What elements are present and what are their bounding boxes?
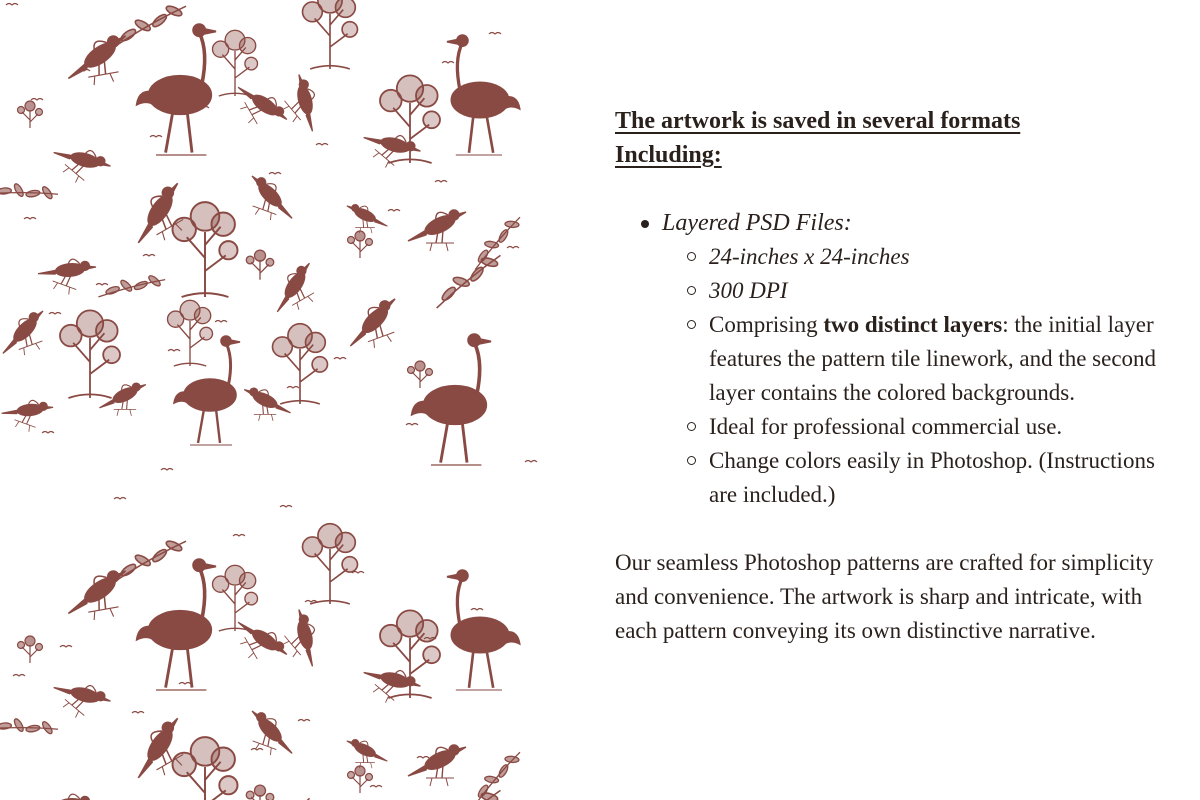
flower-motif [246, 250, 274, 280]
circle-bullet-icon [687, 320, 696, 329]
flower-motif [348, 231, 373, 258]
pattern-artwork [0, 0, 542, 800]
bird-motif [272, 73, 334, 137]
bird-motif [244, 388, 290, 421]
flying-bird-mark [334, 358, 346, 360]
flower-motif [18, 636, 43, 663]
list-item-psd [615, 206, 1175, 512]
flying-bird-mark [132, 712, 144, 714]
bird-motif [0, 309, 55, 362]
bullet-icon [641, 220, 649, 228]
branch-motif [0, 163, 59, 224]
flower-motif [348, 766, 373, 793]
colors-text: Change colors easily in Photoshop. (Instructions are included.) [709, 448, 1155, 507]
ostrich-motif [137, 24, 216, 155]
bird-motif [408, 210, 466, 251]
layers-text-post: : the initial layer features the pattern tile linework, and the second layer contains the colored backgrounds. [709, 312, 1157, 405]
dpi-text: 300 DPI [709, 278, 788, 303]
tree-motif [213, 565, 258, 631]
tree-motif [213, 30, 258, 96]
branch-motif [0, 698, 59, 759]
sub-item-size [662, 240, 1175, 274]
branch-motif [114, 539, 186, 582]
flying-bird-mark [442, 62, 454, 64]
flying-bird-mark [60, 646, 72, 648]
sub-item-colors [662, 444, 1175, 512]
bird-motif [240, 174, 302, 227]
flying-bird-mark [150, 136, 162, 138]
bird-motif [347, 740, 388, 769]
formats-list [615, 206, 1175, 512]
flying-bird-mark [370, 786, 382, 788]
flying-bird-mark [168, 350, 180, 352]
bird-motif [240, 709, 302, 762]
flying-bird-mark [42, 432, 54, 434]
branch-motif [429, 788, 507, 800]
branch-motif [429, 253, 507, 308]
branch-motif [114, 4, 186, 47]
bird-motif [230, 73, 288, 137]
bird-motif [340, 297, 409, 355]
flying-bird-mark [471, 609, 483, 611]
tree-motif [303, 0, 358, 69]
flying-bird-mark [525, 461, 537, 463]
circle-bullet-icon [687, 286, 696, 295]
ostrich-motif [137, 559, 216, 690]
bird-motif [272, 608, 334, 672]
bird-motif [121, 716, 199, 787]
psd-files-label: Layered PSD Files: [662, 210, 852, 236]
flying-bird-mark [6, 4, 18, 6]
flying-bird-mark [280, 506, 292, 508]
formats-heading-line2: Including: [615, 142, 722, 168]
tree-motif [173, 737, 238, 800]
branch-motif [98, 262, 165, 312]
bird-motif [358, 116, 422, 178]
formats-heading-line1: The artwork is saved in several formats [615, 108, 1021, 134]
flying-bird-mark [215, 321, 227, 323]
flower-motif [246, 785, 274, 800]
flying-bird-mark [417, 757, 429, 759]
flower-motif [18, 101, 43, 128]
bird-motif [121, 181, 199, 252]
ostrich-motif [447, 570, 520, 690]
circle-bullet-icon [687, 456, 696, 465]
flying-bird-mark [269, 173, 281, 175]
tree-motif [303, 524, 358, 604]
bird-motif [230, 608, 288, 672]
layers-text-bold: two distinct layers [823, 312, 1003, 337]
flying-bird-mark [233, 535, 245, 537]
ostrich-motif [174, 336, 240, 445]
flying-bird-mark [388, 210, 400, 212]
flying-bird-mark [179, 683, 191, 685]
tree-motif [60, 310, 120, 398]
ostrich-motif [412, 334, 491, 465]
bird-motif [48, 131, 112, 193]
flying-bird-mark [406, 424, 418, 426]
flying-bird-mark [287, 387, 299, 389]
commercial-text: Ideal for professional commercial use. [709, 414, 1063, 439]
flying-bird-mark [316, 144, 328, 146]
flying-bird-mark [143, 255, 155, 257]
bird-motif [35, 247, 97, 300]
bird-motif [263, 262, 327, 320]
flying-bird-mark [298, 720, 310, 722]
tree-motif [168, 300, 213, 366]
description-paragraph: Our seamless Photoshop patterns are crafted for simplicity and convenience. The artwork is sharp and intricate, with each pattern conveying its own distinctive narrative. [615, 550, 1154, 643]
flying-bird-mark [96, 284, 108, 286]
toile-pattern-image [0, 0, 542, 800]
tree-motif [273, 324, 328, 404]
description-panel [615, 104, 1175, 648]
flying-bird-mark [489, 33, 501, 35]
flying-bird-mark [49, 313, 61, 315]
bird-motif [347, 205, 388, 234]
flying-bird-mark [24, 218, 36, 220]
flying-bird-mark [114, 498, 126, 500]
psd-details-list [662, 240, 1175, 512]
bird-motif [358, 651, 422, 713]
flying-bird-mark [507, 247, 519, 249]
bird-motif [408, 745, 466, 786]
layers-text-pre: Comprising [709, 312, 824, 337]
bird-motif [99, 383, 145, 416]
sub-item-dpi [662, 274, 1175, 308]
sub-item-layers [662, 308, 1175, 410]
flying-bird-mark [435, 181, 447, 183]
flying-bird-mark [31, 99, 43, 101]
bird-motif [48, 666, 112, 728]
circle-bullet-icon [687, 422, 696, 431]
flying-bird-mark [352, 572, 364, 574]
size-text: 24-inches x 24-inches [709, 244, 910, 269]
flying-bird-mark [161, 469, 173, 471]
ostrich-motif [447, 35, 520, 155]
flying-bird-mark [13, 675, 25, 677]
flower-motif [408, 361, 433, 388]
tree-motif [173, 202, 238, 297]
bird-motif [35, 782, 97, 800]
sub-item-commercial [662, 410, 1175, 444]
bird-motif [0, 390, 54, 437]
flying-bird-mark [251, 749, 263, 751]
circle-bullet-icon [687, 252, 696, 261]
formats-heading [615, 104, 1175, 172]
